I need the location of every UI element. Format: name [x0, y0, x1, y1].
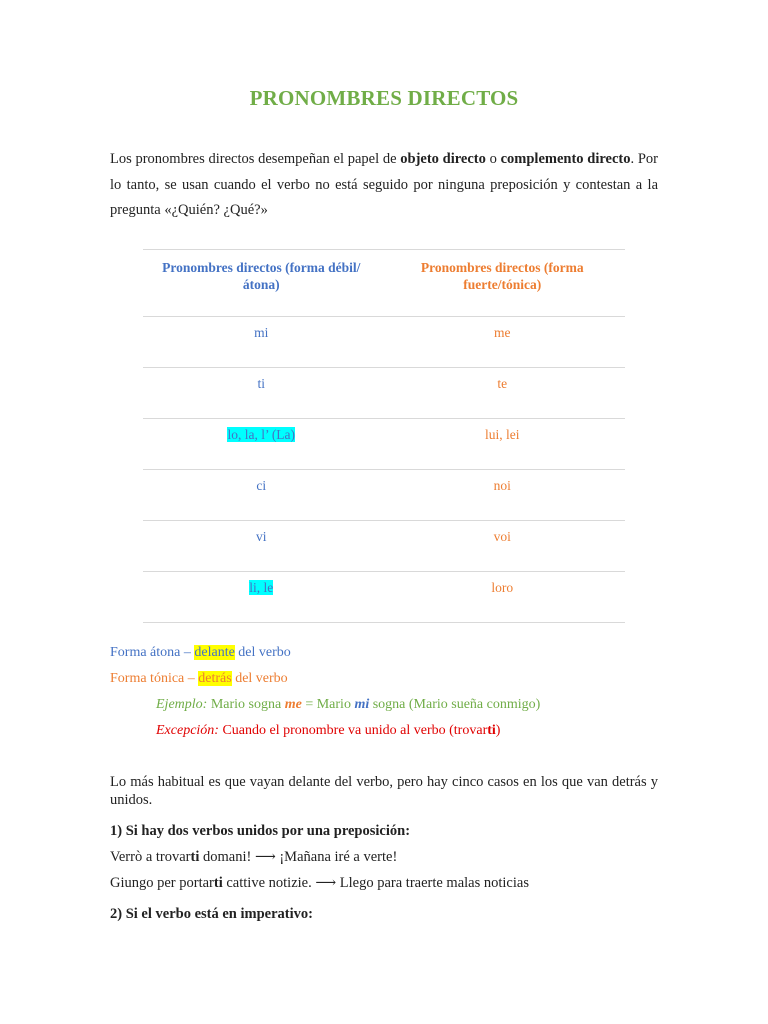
example-mi: mi — [354, 697, 370, 712]
header-weak-form: Pronombres directos (forma débil/átona) — [143, 250, 380, 317]
cell-weak-text: lo, la, l’ (La) — [227, 427, 296, 442]
case2-heading: 2) Si el verbo está en imperativo: — [110, 906, 313, 922]
example-text-3: sogna (Mario sueña conmigo) — [369, 697, 541, 712]
case1-ex1-c: domani! ⟶ ¡Mañana iré a verte! — [199, 849, 398, 865]
intro-text-2: o — [485, 151, 501, 167]
exception-text-2: ) — [495, 723, 501, 738]
rule-tonica-suffix: del verbo — [231, 671, 288, 686]
cell-weak — [143, 572, 380, 623]
intro-text-1: Los pronombres directos desempeñan el papel de — [110, 151, 401, 167]
exception-label: Excepción: — [156, 723, 219, 738]
table-row — [143, 572, 625, 623]
intro-paragraph — [110, 147, 658, 224]
rule-atona-suffix: del verbo — [234, 645, 291, 660]
cell-weak — [143, 470, 380, 521]
rule-tonica-prefix: Forma tónica – — [110, 671, 199, 686]
case1-example-1 — [110, 849, 397, 866]
page-title: PRONOMBRES DIRECTOS — [249, 86, 519, 110]
cell-weak-text: ci — [256, 478, 267, 493]
cell-weak — [143, 521, 380, 572]
case1-heading: 1) Si hay dos verbos unidos por una preposición: — [110, 823, 411, 839]
exception-bold: ti — [487, 723, 496, 738]
case1-ex2-c: cattive notizie. ⟶ Llego para traerte malas noticias — [222, 875, 529, 891]
cell-strong — [380, 572, 625, 623]
table-row — [143, 521, 625, 572]
exception-text-1: Cuando el pronombre va unido al verbo (trovar — [218, 723, 488, 738]
second-paragraph: Lo más habitual es que vayan delante del verbo, pero hay cinco casos en los que van detrás y unidos. — [110, 774, 658, 808]
table-row — [143, 419, 625, 470]
cell-strong-text: lui, lei — [485, 427, 520, 442]
pronouns-table — [143, 249, 625, 623]
cell-weak-text: li, le — [249, 580, 274, 595]
rule-atona — [110, 645, 291, 661]
cell-strong-text: loro — [491, 580, 514, 595]
case1-ex1-a: Verrò a trovar — [110, 849, 191, 865]
cell-strong-text: noi — [493, 478, 511, 493]
rule-atona-highlight: delante — [194, 645, 235, 660]
cell-weak — [143, 368, 380, 419]
cell-strong — [380, 317, 625, 368]
case1-ex2-a: Giungo per portar — [110, 875, 214, 891]
cell-strong-text: te — [497, 376, 508, 391]
case1-ex2-b: ti — [213, 875, 223, 891]
case1-ex1-b: ti — [190, 849, 200, 865]
cell-weak-text: vi — [256, 529, 267, 544]
cell-strong-text: me — [494, 325, 511, 340]
example-text-1: Mario sogna — [207, 697, 285, 712]
intro-text-3: . Por lo tanto, se usan cuando el verbo no está seguido por ninguna preposición y contestan a la pregunta «¿Quién? ¿Qué?» — [110, 151, 658, 218]
rule-tonica-highlight: detrás — [198, 671, 232, 686]
table-header-row — [143, 250, 625, 317]
table-row — [143, 368, 625, 419]
intro-bold-1: objeto directo — [400, 151, 486, 167]
cell-weak-text: mi — [254, 325, 269, 340]
cell-weak-text: ti — [257, 376, 266, 391]
example-label: Ejemplo: — [156, 697, 208, 712]
example-me: me — [284, 697, 302, 712]
case1-example-2 — [110, 875, 529, 892]
rule-atona-prefix: Forma átona – — [110, 645, 195, 660]
example-line — [156, 697, 540, 713]
cell-strong — [380, 470, 625, 521]
header-strong-form: Pronombres directos (forma fuerte/tónica) — [380, 250, 625, 317]
cell-strong-text: voi — [493, 529, 511, 544]
exception-line — [156, 723, 500, 739]
cell-strong — [380, 521, 625, 572]
example-text-2: = Mario — [301, 697, 355, 712]
cell-strong — [380, 419, 625, 470]
table-row — [143, 317, 625, 368]
cell-strong — [380, 368, 625, 419]
table-row — [143, 470, 625, 521]
cell-weak — [143, 419, 380, 470]
intro-bold-2: complemento directo — [500, 151, 631, 167]
rule-tonica — [110, 671, 288, 687]
cell-weak — [143, 317, 380, 368]
